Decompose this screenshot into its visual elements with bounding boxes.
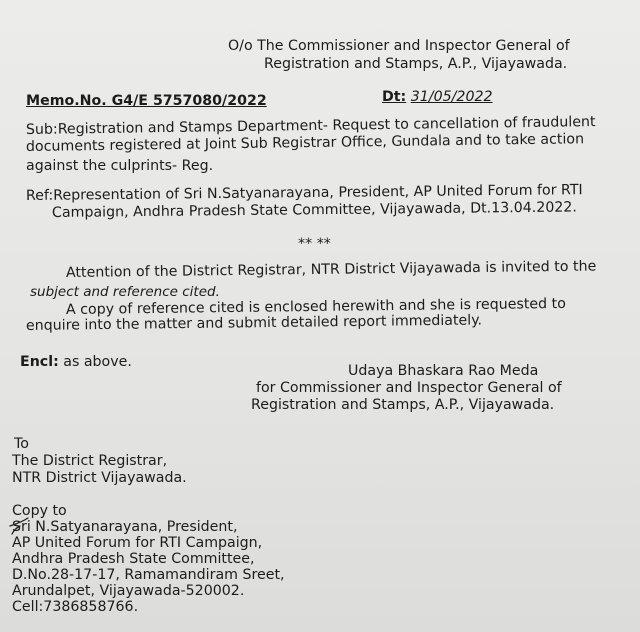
to-line1: The District Registrar, [12, 453, 168, 469]
subject-line1: Sub:Registration and Stamps Department- Request to cancellation of fraudulent [25, 114, 596, 138]
pen-tick-mark-icon [8, 512, 30, 542]
memo-number: Memo.No. G4/E 5757080/2022 [26, 93, 267, 109]
paragraph1-line2: subject and reference cited. [30, 284, 220, 300]
date-value: 31/05/2022 [410, 89, 493, 105]
copy-to-line: AP United Forum for RTI Campaign, [12, 535, 263, 551]
subject-line2: documents registered at Joint Sub Registrar Office, Gundala and to take action [25, 131, 585, 155]
paragraph1-line1: Attention of the District Registrar, NTR District Vijayawada is invited to the [65, 258, 597, 281]
office-header-line2: Registration and Stamps, A.P., Vijayawada. [264, 56, 568, 72]
enclosure-text: as above. [63, 354, 132, 370]
paragraph2-line2: enquire into the matter and submit detailed report immediately. [25, 312, 483, 334]
enclosure-label: Encl: [20, 354, 59, 370]
memo-date [382, 89, 493, 106]
reference-line2: Campaign, Andhra Pradesh State Committee, Vijayawada, Dt.13.04.2022. [51, 199, 577, 221]
date-label: Dt: [382, 89, 407, 105]
reference-line1: Ref:Representation of Sri N.Satyanarayana, President, AP United Forum for RTI [25, 182, 583, 204]
signatory-designation-line2: Registration and Stamps, A.P., Vijayawada. [251, 397, 555, 413]
copy-to-line: Cell:7386858766. [12, 599, 139, 615]
subject-line3: against the culprints- Reg. [26, 158, 214, 174]
copy-to-label: Copy to [12, 503, 67, 519]
signatory-designation-line1: for Commissioner and Inspector General of [256, 380, 562, 396]
office-header-line1: O/o The Commissioner and Inspector General of [228, 38, 570, 54]
signatory-name: Udaya Bhaskara Rao Meda [348, 363, 539, 379]
to-label: To [14, 436, 29, 452]
section-separator: ** ** [298, 236, 331, 252]
copy-to-line: D.No.28-17-17, Ramamandiram Sreet, [12, 567, 285, 583]
copy-to-line: Arundalpet, Vijayawada-520002. [12, 583, 245, 599]
enclosure [20, 354, 132, 371]
paragraph2-line1: A copy of reference cited is enclosed herewith and she is requested to [65, 295, 566, 318]
copy-to-line: Andhra Pradesh State Committee, [12, 551, 255, 567]
copy-to-line: Sri N.Satyanarayana, President, [12, 519, 238, 535]
to-line2: NTR District Vijayawada. [12, 470, 187, 486]
